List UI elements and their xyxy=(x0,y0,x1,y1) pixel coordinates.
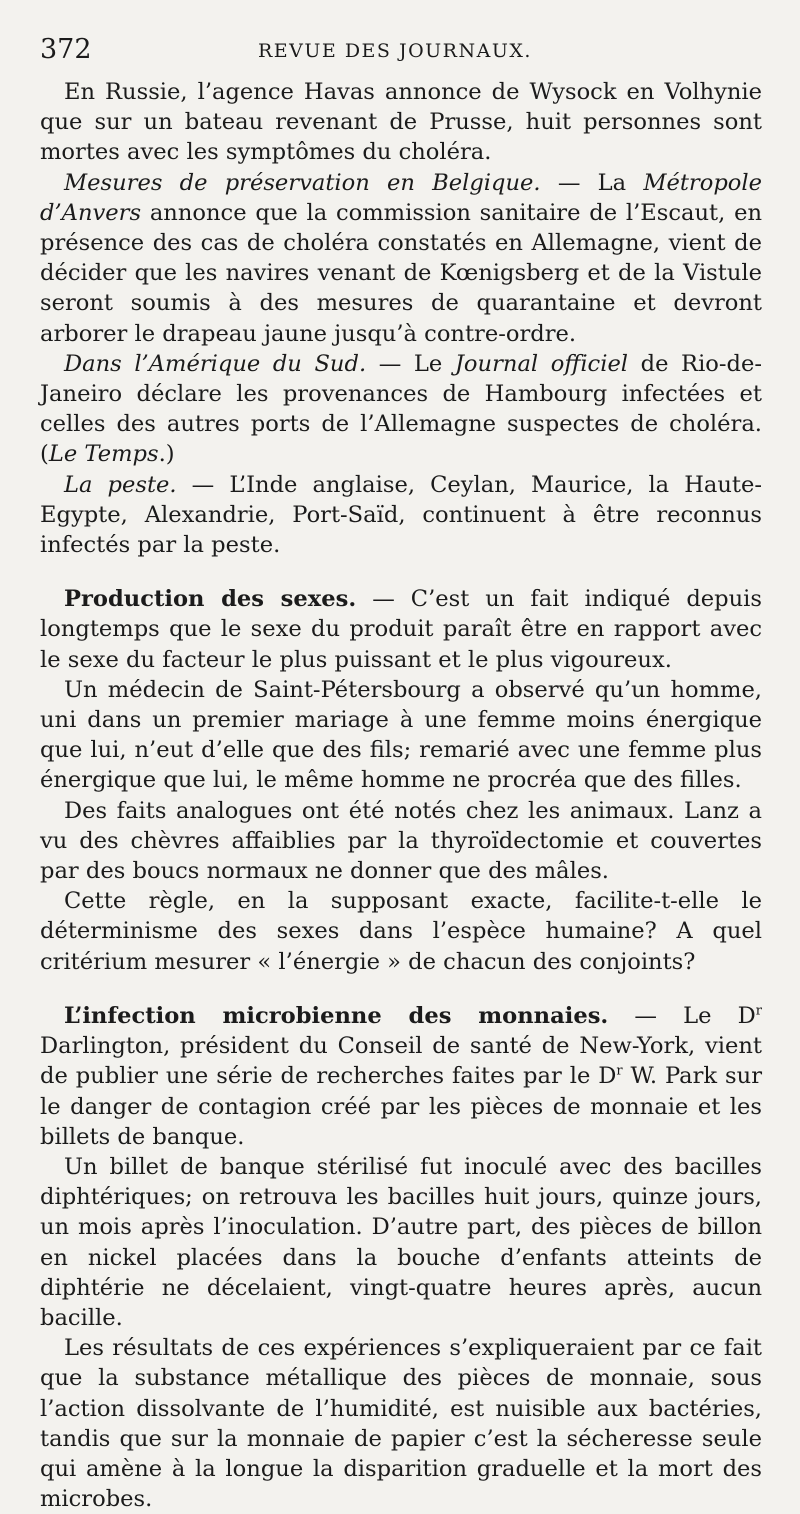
section-title-coin-infection: L’infection microbienne des monnaies. xyxy=(64,1002,609,1029)
paragraph-south-america xyxy=(40,349,762,470)
section-title-belgium: Mesures de préservation en Belgique. xyxy=(64,169,541,196)
paragraph-belgium xyxy=(40,168,762,349)
dash-text: — La xyxy=(540,169,644,196)
paragraph-text: Des faits analogues ont été notés chez les animaux. Lanz a vu des chèvres affaiblies par la thyroïdectomie et couvertes par des boucs normaux ne donner que des mâles. xyxy=(40,797,762,885)
paragraph-text: Un médecin de Saint-Pétersbourg a observé qu’un homme, uni dans un premier mariage à une femme moins énergique que lui, n’eut d’elle que des fils; remarié avec une femme plus énergique que lui, le même homme ne procréa que des filles. xyxy=(40,676,762,794)
paragraph-russia xyxy=(40,77,762,168)
paragraph-end: .) xyxy=(158,441,175,468)
paragraph-animals xyxy=(40,796,762,887)
paragraph-rule xyxy=(40,886,762,977)
superscript-r: r xyxy=(755,1003,762,1019)
article-body xyxy=(40,77,762,1514)
paragraph-text: Darlington, président du Conseil de santé de New-York, vient de publier une série de recherches faites par le D xyxy=(40,1033,762,1090)
section-title-south-america: Dans l’Amérique du Sud. xyxy=(64,350,367,377)
source-metropole: Métropole d’Anvers xyxy=(40,169,762,226)
paragraph-text: Cette règle, en la supposant exacte, facilite-t-elle le déterminisme des sexes dans l’espèce humaine? A quel critérium mesurer « l’énergie » de chacun des conjoints? xyxy=(40,888,762,975)
paragraph-banknote-experiment xyxy=(40,1152,762,1333)
paragraph-plague xyxy=(40,470,762,561)
paragraph-text: — Le D xyxy=(608,1002,756,1029)
reference-le-temps: Le Temps xyxy=(48,441,159,468)
page-number: 372 xyxy=(40,34,92,65)
paragraph-results xyxy=(40,1333,762,1514)
paragraph-st-petersburg xyxy=(40,675,762,796)
superscript-r: r xyxy=(616,1063,623,1079)
paragraph-text: Un billet de banque stérilisé fut inoculé avec des bacilles diphtériques; on retrouva les bacilles huit jours, quinze jours, un mois après l’inoculation. D’autre part, des pièces de billon en nickel placées dans la bouche d’enfants atteints de diphtérie ne décelaient, vingt-quatre heures après, aucun bacille. xyxy=(40,1153,762,1331)
page-header xyxy=(0,34,800,74)
section-title-plague: La peste. xyxy=(64,471,177,498)
paragraph-text: Les résultats de ces expériences s’expliqueraient par ce fait que la substance métallique des pièces de monnaie, sous l’action dissolvante de l’humidité, est nuisible aux bactéries, tandis que sur la monnaie de papier c’est la sécheresse seule qui amène à la longue la disparition graduelle et la mort des microbes. xyxy=(40,1335,762,1513)
source-journal-officiel: Journal officiel xyxy=(454,350,629,377)
section-title-sex-production: Production des sexes. xyxy=(64,586,357,613)
dash-text: — Le xyxy=(366,350,455,377)
paragraph-text: — C’est un fait indiqué depuis longtemps que le sexe du produit paraît être en rapport avec le sexe du facteur le plus puissant et le plus vigoureux. xyxy=(40,586,762,673)
paragraph-text: W. Park sur le danger de contagion créé par les pièces de monnaie et les billets de banque. xyxy=(40,1063,762,1150)
paragraph-text: En Russie, l’agence Havas annonce de Wysock en Volhynie que sur un bateau revenant de Prusse, huit personnes sont mortes avec les symptômes du choléra. xyxy=(40,79,762,166)
running-title: REVUE DES JOURNAUX. xyxy=(258,40,532,62)
paragraph-text: — L’Inde anglaise, Ceylan, Maurice, la Haute-Egypte, Alexandrie, Port-Saïd, continuent à être reconnus infectés par la peste. xyxy=(40,471,763,559)
paragraph-text: annonce que la commission sanitaire de l’Escaut, en présence des cas de choléra constatés en Allemagne, vient de décider que les navires venant de Kœnigsberg et de la Vistule seront soumis à des mesures de quarantaine et devront arborer le drapeau jaune jusqu’à contre-ordre. xyxy=(40,199,762,347)
paragraph-sex-production xyxy=(40,584,762,675)
paragraph-coin-infection xyxy=(40,1001,762,1152)
paragraph-text: de Rio-de-Janeiro déclare les provenances de Hambourg infectées et celles des autres ports de l’Allemagne suspectes de choléra. ( xyxy=(40,350,763,468)
